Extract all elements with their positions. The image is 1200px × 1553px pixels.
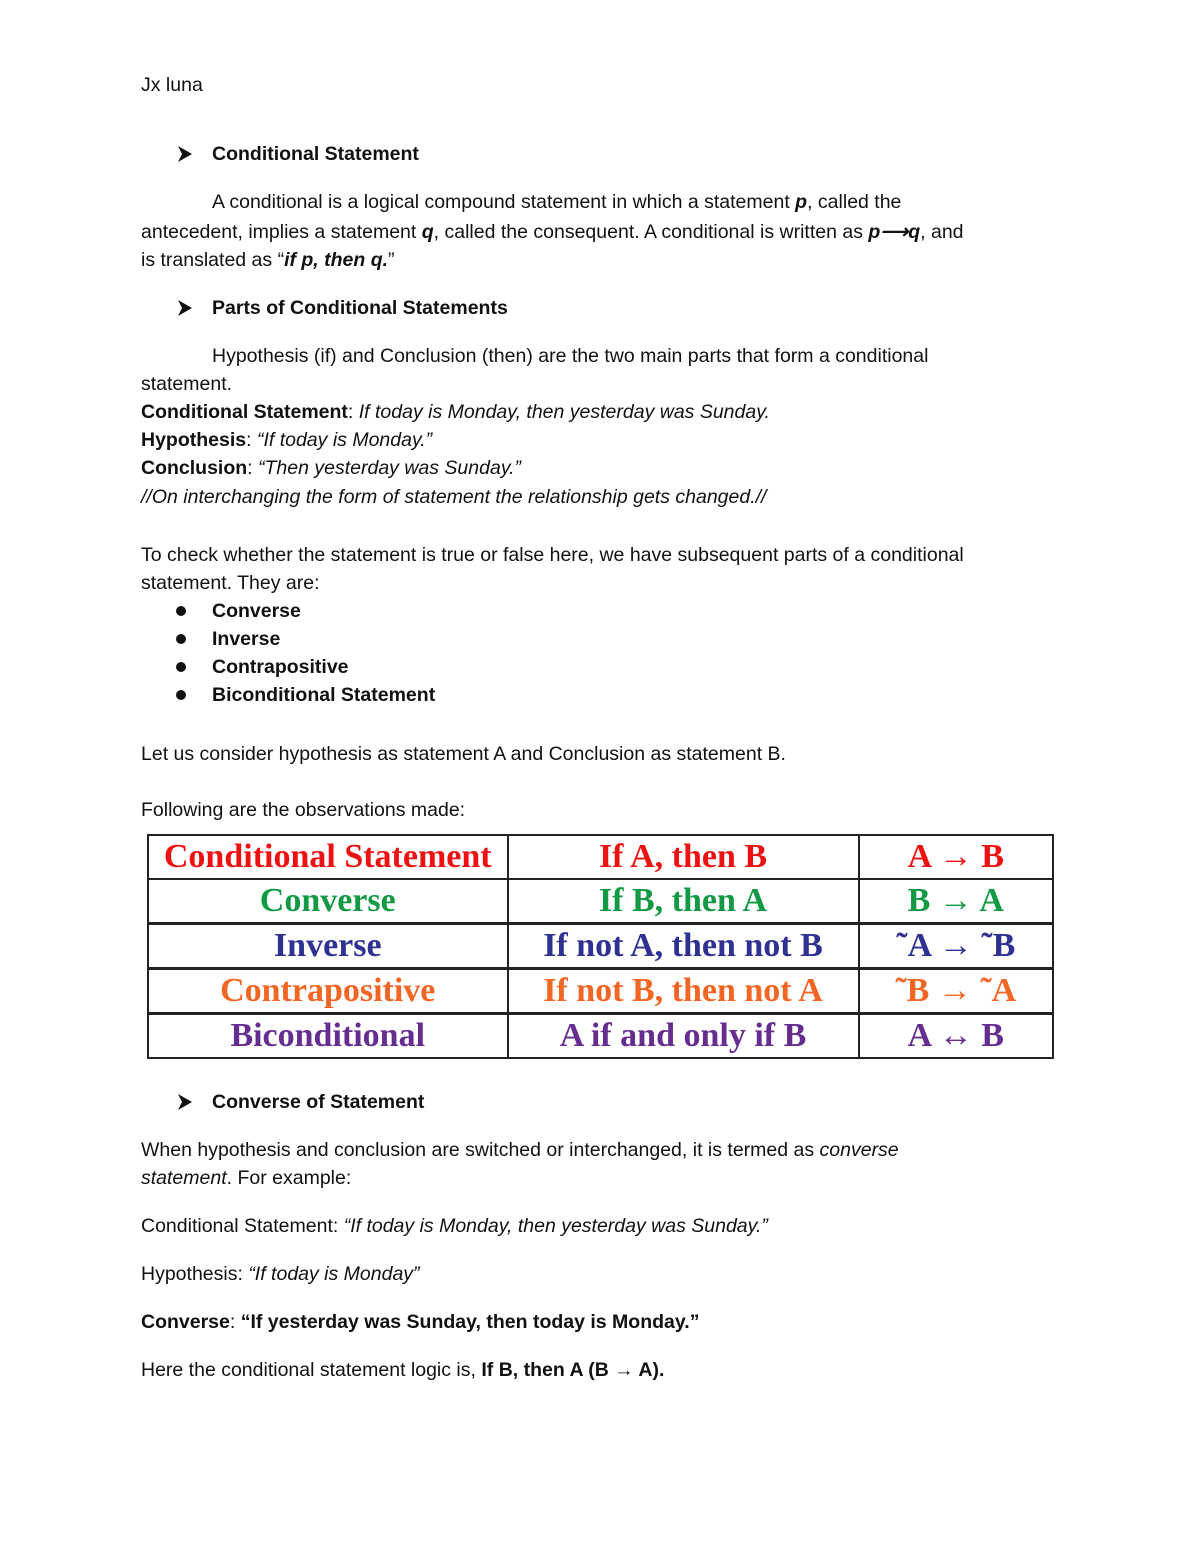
arrow-bullet-icon — [177, 1093, 193, 1111]
converse-example-conditional: Conditional Statement: “If today is Monday, then yesterday was Sunday.” — [141, 1215, 768, 1237]
table-row — [148, 969, 1053, 1014]
conditional-definition-line2: antecedent, implies a statement q, called the consequent. A conditional is written as p⟶q, and — [141, 221, 964, 243]
conditional-definition-line3: is translated as “if p, then q.” — [141, 249, 395, 271]
converse-definition-line2: statement. For example: — [141, 1167, 352, 1189]
bullet-dot-icon — [176, 662, 186, 672]
table-cell-name: Converse — [148, 879, 508, 924]
table-cell-form: If B, then A — [508, 879, 859, 924]
section-heading-parts: Parts of Conditional Statements — [212, 297, 508, 319]
table-cell-name: Contrapositive — [148, 969, 508, 1014]
example-hypothesis: Hypothesis: “If today is Monday.” — [141, 429, 433, 451]
check-line1: To check whether the statement is true or false here, we have subsequent parts of a conditional — [141, 544, 964, 566]
relationship-table — [147, 834, 1054, 1059]
consider-statement: Let us consider hypothesis as statement A and Conclusion as statement B. — [141, 743, 786, 765]
bullet-dot-icon — [176, 606, 186, 616]
table-cell-form: If not B, then not A — [508, 969, 859, 1014]
example-conclusion: Conclusion: “Then yesterday was Sunday.” — [141, 457, 522, 479]
observations-intro: Following are the observations made: — [141, 799, 466, 821]
check-line2: statement. They are: — [141, 572, 320, 594]
converse-definition-line1: When hypothesis and conclusion are switched or interchanged, it is termed as converse — [141, 1139, 899, 1161]
converse-logic: Here the conditional statement logic is, If B, then A (B → A). — [141, 1359, 665, 1381]
table-row — [148, 879, 1053, 924]
table-cell-symbol: B → A — [859, 879, 1053, 924]
table-cell-name: Conditional Statement — [148, 835, 508, 879]
table-row — [148, 835, 1053, 879]
bullet-item: Inverse — [212, 628, 281, 650]
section-heading-converse: Converse of Statement — [212, 1091, 425, 1113]
table-cell-name: Biconditional — [148, 1014, 508, 1059]
table-cell-symbol: ˜A → ˜B — [859, 924, 1053, 969]
converse-example-hypothesis: Hypothesis: “If today is Monday” — [141, 1263, 420, 1285]
table-cell-symbol: A → B — [859, 835, 1053, 879]
converse-example-converse: Converse: “If yesterday was Sunday, then today is Monday.” — [141, 1311, 700, 1333]
parts-intro-line1: Hypothesis (if) and Conclusion (then) are the two main parts that form a conditional — [212, 345, 929, 367]
table-cell-form: A if and only if B — [508, 1014, 859, 1059]
table-row — [148, 1014, 1053, 1059]
arrow-bullet-icon — [177, 299, 193, 317]
arrow-bullet-icon — [177, 145, 193, 163]
table-cell-symbol: ˜B → ˜A — [859, 969, 1053, 1014]
parts-intro-line2: statement. — [141, 373, 233, 395]
bullet-item: Converse — [212, 600, 301, 622]
table-cell-form: If A, then B — [508, 835, 859, 879]
bullet-item: Biconditional Statement — [212, 684, 436, 706]
relationship-note: //On interchanging the form of statement the relationship gets changed.// — [141, 486, 767, 508]
section-heading-conditional: Conditional Statement — [212, 143, 419, 165]
example-conditional: Conditional Statement: If today is Monday, then yesterday was Sunday. — [141, 401, 770, 423]
table-row — [148, 924, 1053, 969]
author-name: Jx luna — [141, 74, 203, 96]
table-cell-symbol: A ↔ B — [859, 1014, 1053, 1059]
bullet-item: Contrapositive — [212, 656, 349, 678]
table-cell-form: If not A, then not B — [508, 924, 859, 969]
table-cell-name: Inverse — [148, 924, 508, 969]
conditional-definition-line1: A conditional is a logical compound statement in which a statement p, called the — [212, 191, 902, 213]
bullet-dot-icon — [176, 634, 186, 644]
bullet-dot-icon — [176, 690, 186, 700]
